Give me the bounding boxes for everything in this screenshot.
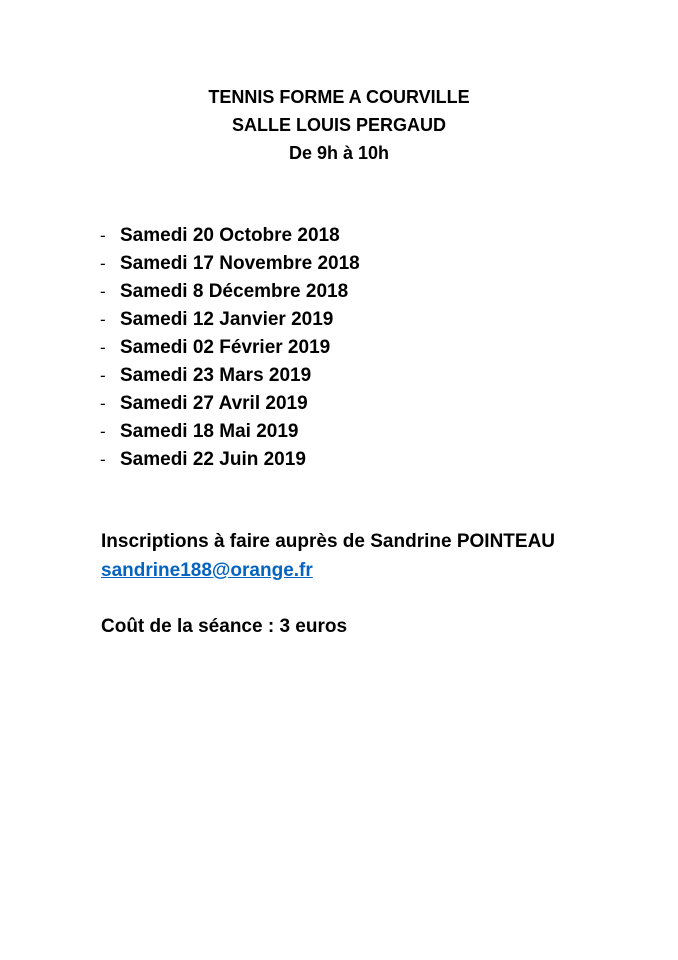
list-bullet: - (100, 422, 106, 441)
list-bullet: - (100, 310, 106, 329)
session-dates-list (100, 222, 360, 474)
list-item (100, 390, 360, 418)
list-item (100, 334, 360, 362)
list-item (100, 418, 360, 446)
list-bullet: - (100, 338, 106, 357)
session-date: Samedi 17 Novembre 2018 (120, 253, 360, 274)
list-item (100, 362, 360, 390)
session-date: Samedi 20 Octobre 2018 (120, 225, 340, 246)
list-bullet: - (100, 282, 106, 301)
session-date: Samedi 02 Février 2019 (120, 337, 331, 358)
venue-name: SALLE LOUIS PERGAUD (231, 115, 446, 135)
session-hours: De 9h à 10h (288, 143, 390, 163)
session-date: Samedi 18 Mai 2019 (120, 421, 299, 442)
contact-section (101, 527, 555, 585)
list-bullet: - (100, 254, 106, 273)
session-cost: Coût de la séance : 3 euros (101, 616, 348, 637)
list-item (100, 278, 360, 306)
list-bullet: - (100, 366, 106, 385)
registration-text: Inscriptions à faire auprès de Sandrine POINTEAU (101, 531, 556, 552)
list-item (100, 250, 360, 278)
list-bullet: - (100, 394, 106, 413)
list-bullet: - (100, 226, 106, 245)
title-block (0, 83, 678, 167)
session-date: Samedi 12 Janvier 2019 (120, 309, 334, 330)
list-item (100, 222, 360, 250)
list-bullet: - (100, 450, 106, 469)
session-date: Samedi 22 Juin 2019 (120, 449, 306, 470)
session-date: Samedi 23 Mars 2019 (120, 365, 312, 386)
list-item (100, 446, 360, 474)
session-date: Samedi 8 Décembre 2018 (120, 281, 349, 302)
session-date: Samedi 27 Avril 2019 (120, 393, 308, 414)
email-link[interactable]: sandrine188@orange.fr (101, 560, 313, 581)
document-title: TENNIS FORME A COURVILLE (208, 87, 470, 107)
list-item (100, 306, 360, 334)
